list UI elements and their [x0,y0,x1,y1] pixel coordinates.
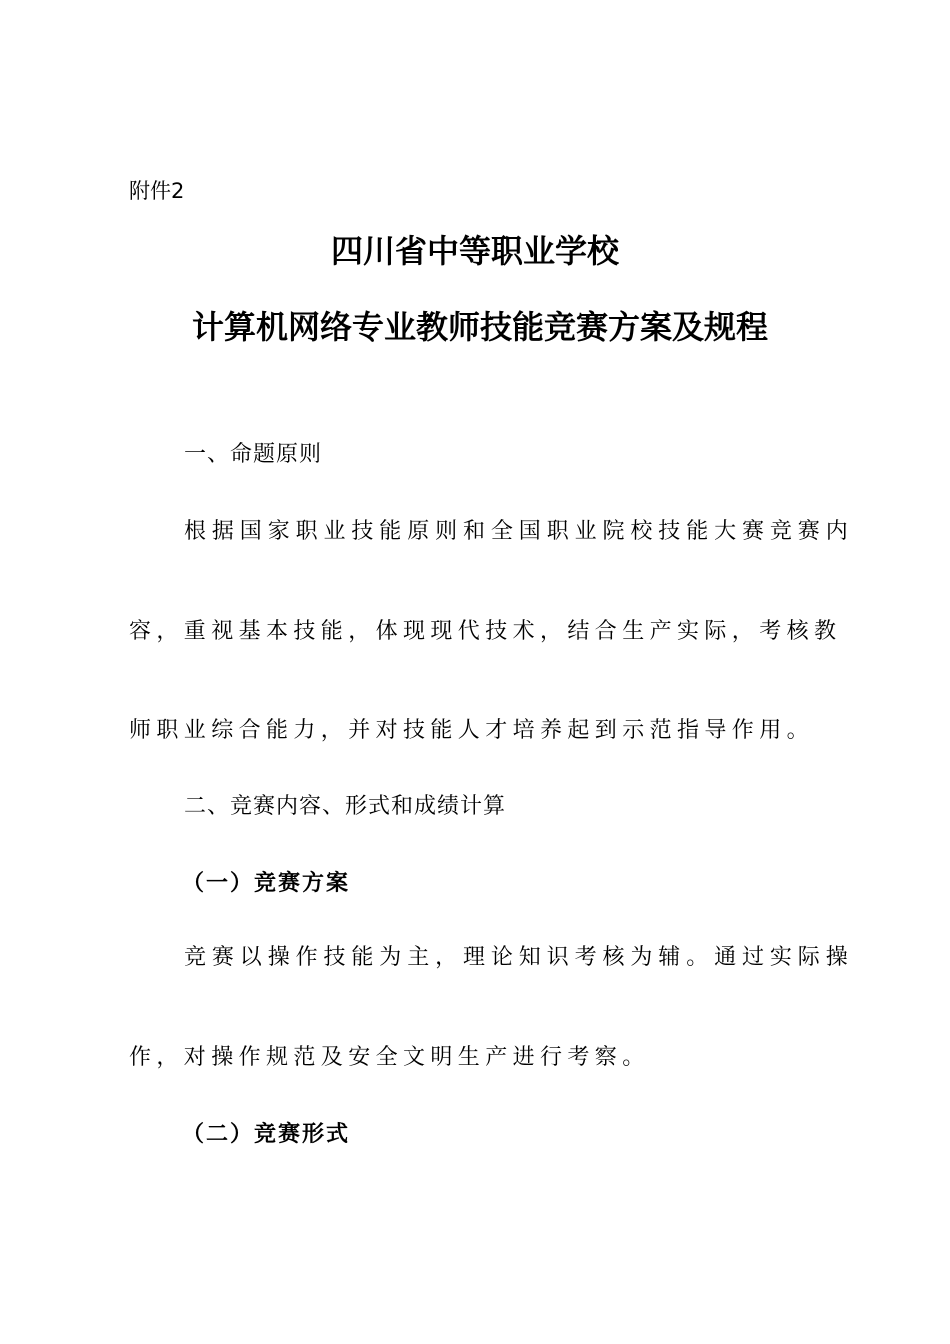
document-title-line-1: 四川省中等职业学校 [330,232,619,270]
attachment-label: 附件2 [129,179,185,203]
paragraph-line: 容，重视基本技能，体现现代技术，结合生产实际，考核教 [129,619,842,644]
section-heading-2: 二、竞赛内容、形式和成绩计算 [184,794,507,819]
paragraph-line: 竞赛以操作技能为主，理论知识考核为辅。通过实际操 [184,945,854,970]
paragraph-line: 根据国家职业技能原则和全国职业院校技能大赛竞赛内 [184,519,854,544]
document-title-line-2: 计算机网络专业教师技能竞赛方案及规程 [191,308,768,346]
subsection-heading-1: （一）竞赛方案 [182,870,351,896]
paragraph-line: 作，对操作规范及安全文明生产进行考察。 [129,1045,650,1070]
section-heading-1: 一、命题原则 [184,442,323,467]
subsection-heading-2: （二）竞赛形式 [182,1121,351,1147]
paragraph-line: 师职业综合能力，并对技能人才培养起到示范指导作用。 [129,718,815,743]
